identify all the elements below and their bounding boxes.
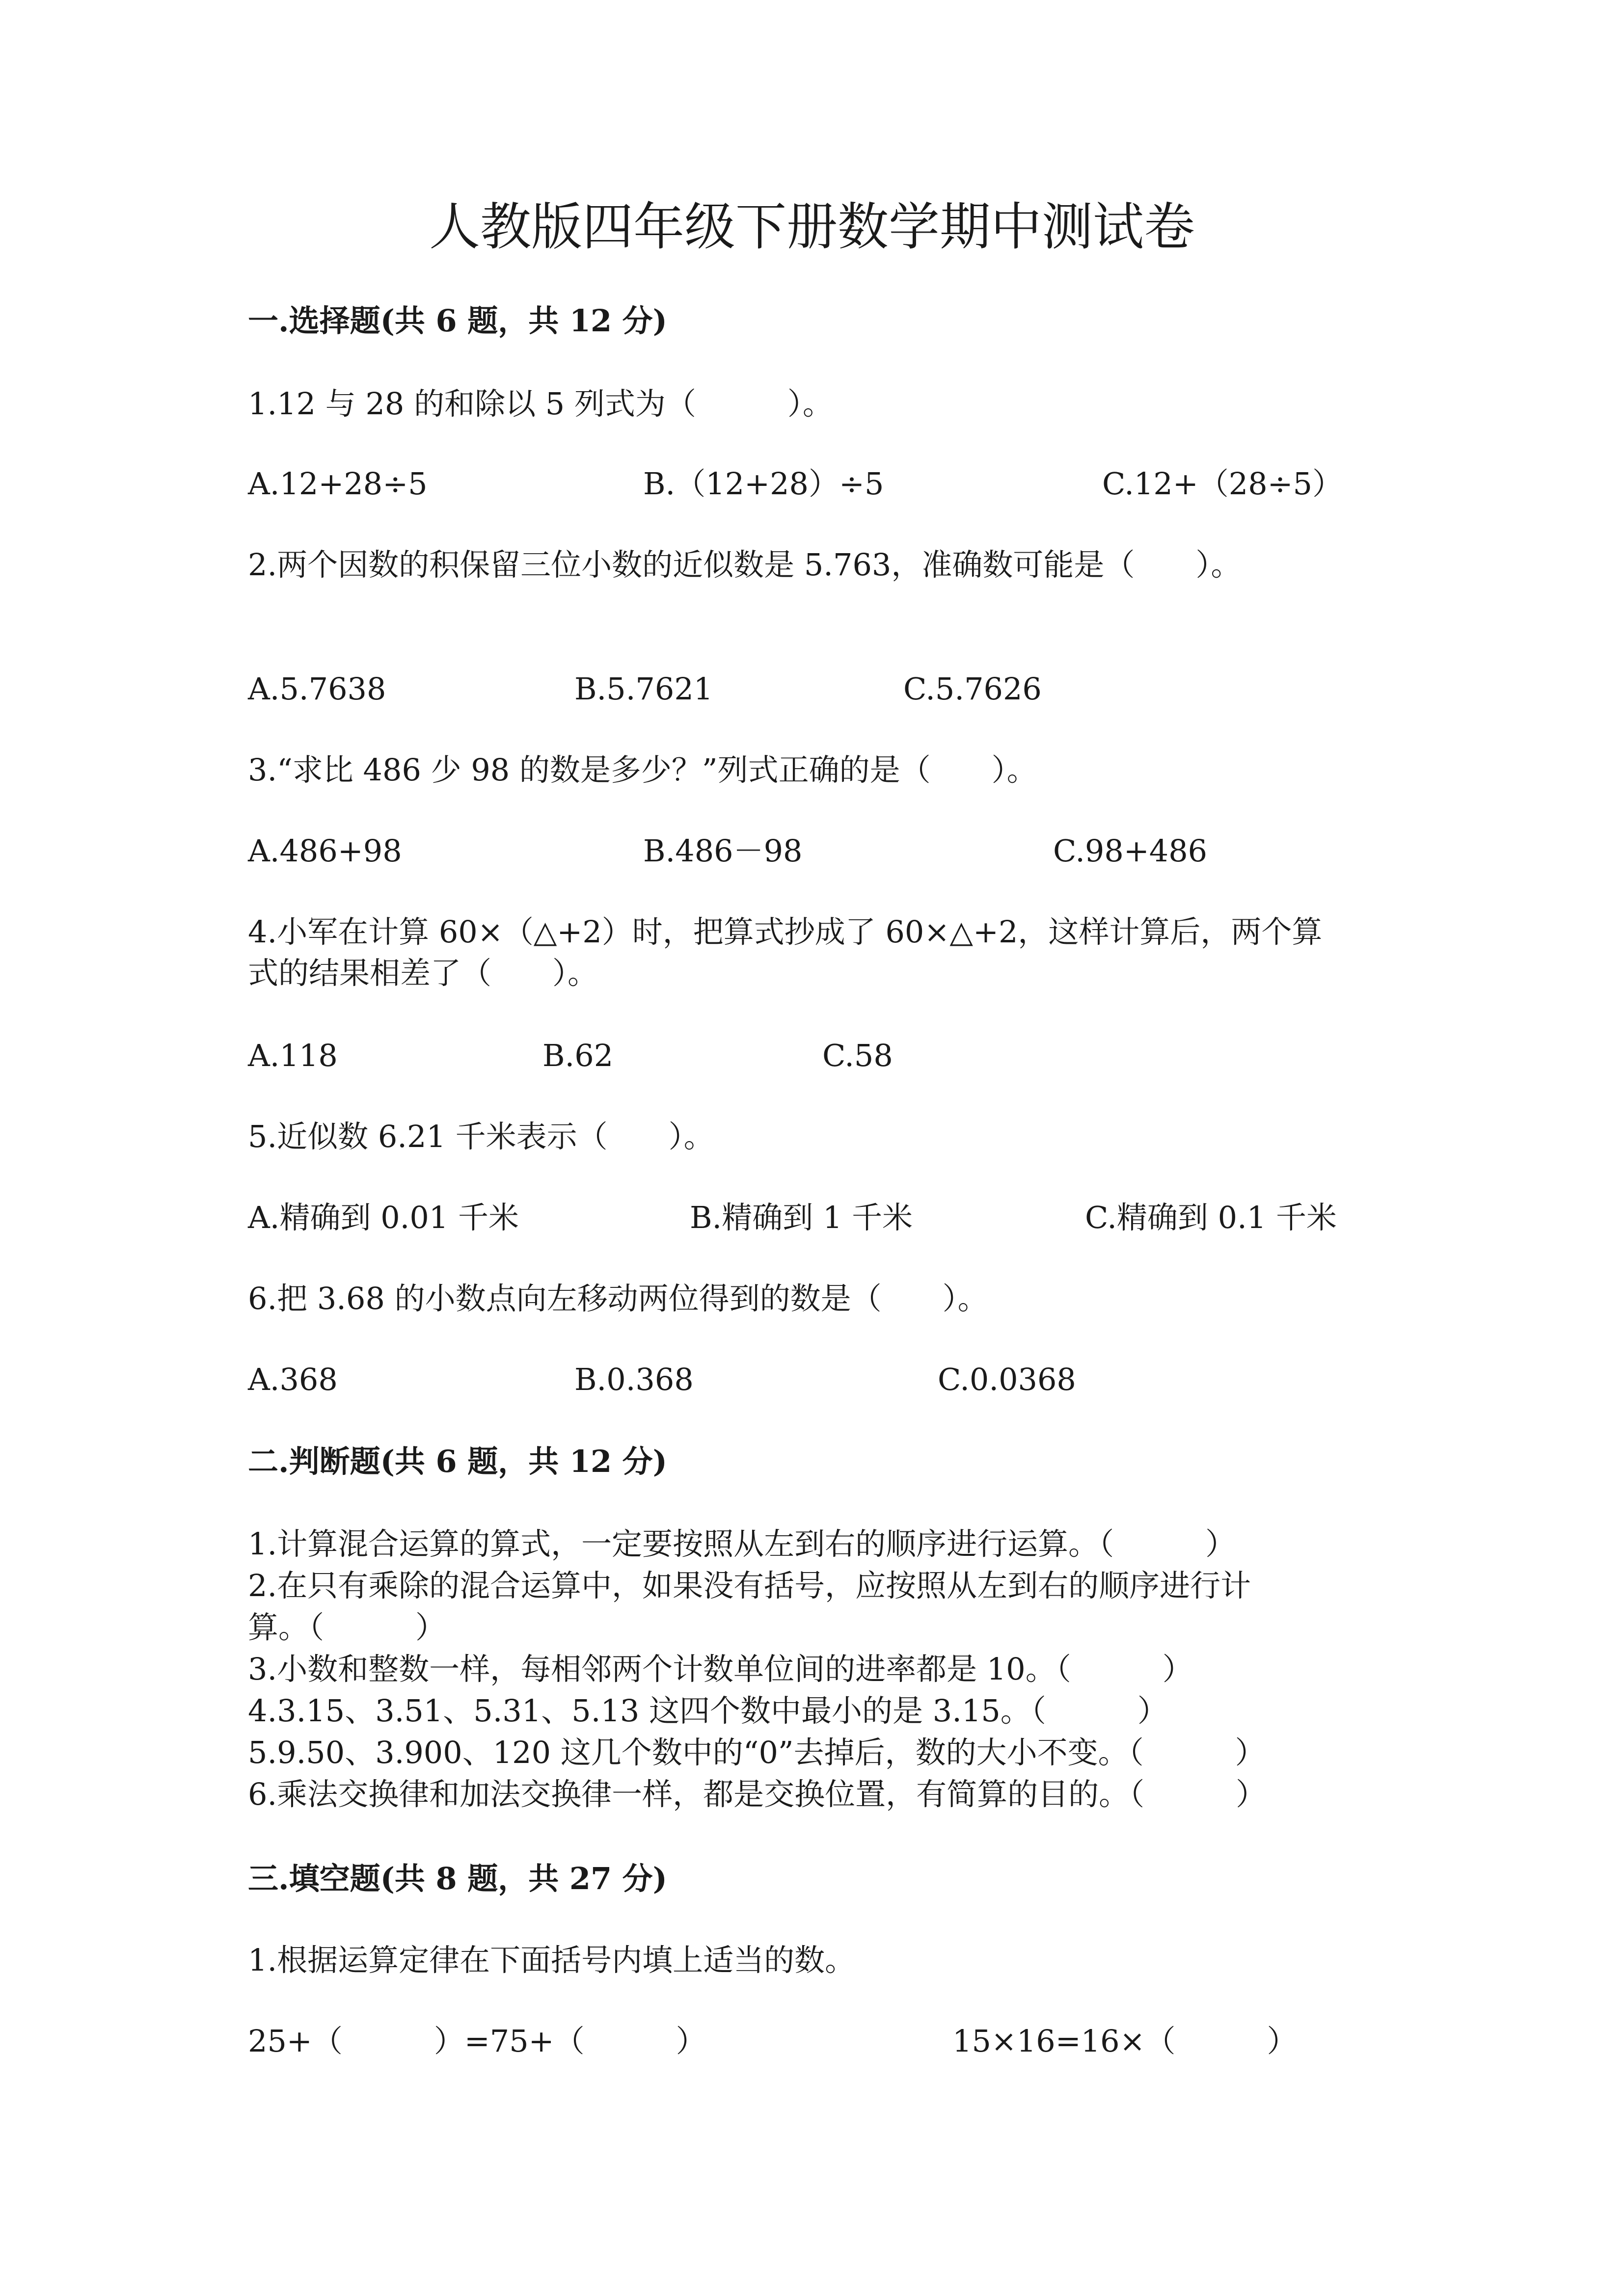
option-b: B.精确到 1 千米 — [690, 1200, 913, 1235]
page-title: 人教版四年级下册数学期中测试卷 — [429, 197, 1195, 257]
option-c: C.12+（28÷5） — [1102, 466, 1343, 502]
question-stem: 5.近似数 6.21 千米表示（ ）。 — [248, 1119, 714, 1154]
judgement-item: 1.计算混合运算的算式，一定要按照从左到右的顺序进行运算。（ ） — [248, 1526, 1236, 1562]
judgement-item: 4.3.15、3.51、5.31、5.13 这四个数中最小的是 3.15。（ ） — [248, 1693, 1168, 1729]
option-a: A.5.7638 — [248, 671, 386, 707]
question-stem: 1.12 与 28 的和除以 5 列式为（ ）。 — [248, 386, 833, 422]
option-c: C.精确到 0.1 千米 — [1085, 1200, 1337, 1235]
option-b: B.5.7621 — [574, 671, 713, 707]
question-stem: 3.“求比 486 少 98 的数是多少？”列式正确的是（ ）。 — [248, 752, 1037, 788]
option-c: C.5.7626 — [903, 671, 1042, 707]
judgement-item: 2.在只有乘除的混合运算中，如果没有括号，应按照从左到右的顺序进行计 — [248, 1568, 1251, 1603]
fill-expression-left: 25+（ ）=75+（ ） — [248, 2023, 706, 2059]
question-stem-line1: 4.小军在计算 60×（△+2）时，把算式抄成了 60×△+2，这样计算后，两个算 — [248, 914, 1323, 950]
option-a: A.118 — [248, 1038, 338, 1073]
fill-expression-right: 15×16=16×（ ） — [952, 2023, 1298, 2059]
option-c: C.0.0368 — [938, 1362, 1076, 1397]
option-c: C.98+486 — [1053, 833, 1208, 869]
option-a: A.12+28÷5 — [248, 466, 428, 502]
option-a: A.368 — [248, 1362, 338, 1397]
option-b: B.62 — [542, 1038, 614, 1073]
judgement-item: 5.9.50、3.900、120 这几个数中的“0”去掉后，数的大小不变。（ ） — [248, 1735, 1266, 1770]
question-stem-line2: 式的结果相差了（ ）。 — [248, 955, 598, 991]
section-heading-choice: 一.选择题(共 6 题，共 12 分) — [248, 303, 668, 339]
option-b: B.（12+28）÷5 — [643, 466, 884, 502]
option-b: B.486－98 — [643, 833, 803, 869]
section-heading-fill-blank: 三.填空题(共 8 题，共 27 分) — [248, 1861, 668, 1896]
option-c: C.58 — [822, 1038, 893, 1073]
judgement-item: 3.小数和整数一样，每相邻两个计数单位间的进率都是 10。（ ） — [248, 1651, 1193, 1687]
section-heading-judgement: 二.判断题(共 6 题，共 12 分) — [248, 1443, 668, 1479]
question-stem: 1.根据运算定律在下面括号内填上适当的数。 — [248, 1942, 856, 1978]
option-a: A.486+98 — [248, 833, 402, 869]
judgement-item: 6.乘法交换律和加法交换律一样，都是交换位置，有简算的目的。（ ） — [248, 1776, 1267, 1812]
question-stem: 6.把 3.68 的小数点向左移动两位得到的数是（ ）。 — [248, 1281, 988, 1316]
option-a: A.精确到 0.01 千米 — [248, 1200, 519, 1235]
option-b: B.0.368 — [574, 1362, 694, 1397]
judgement-item-continued: 算。（ ） — [248, 1609, 446, 1645]
question-stem: 2.两个因数的积保留三位小数的近似数是 5.763，准确数可能是（ ）。 — [248, 547, 1242, 583]
